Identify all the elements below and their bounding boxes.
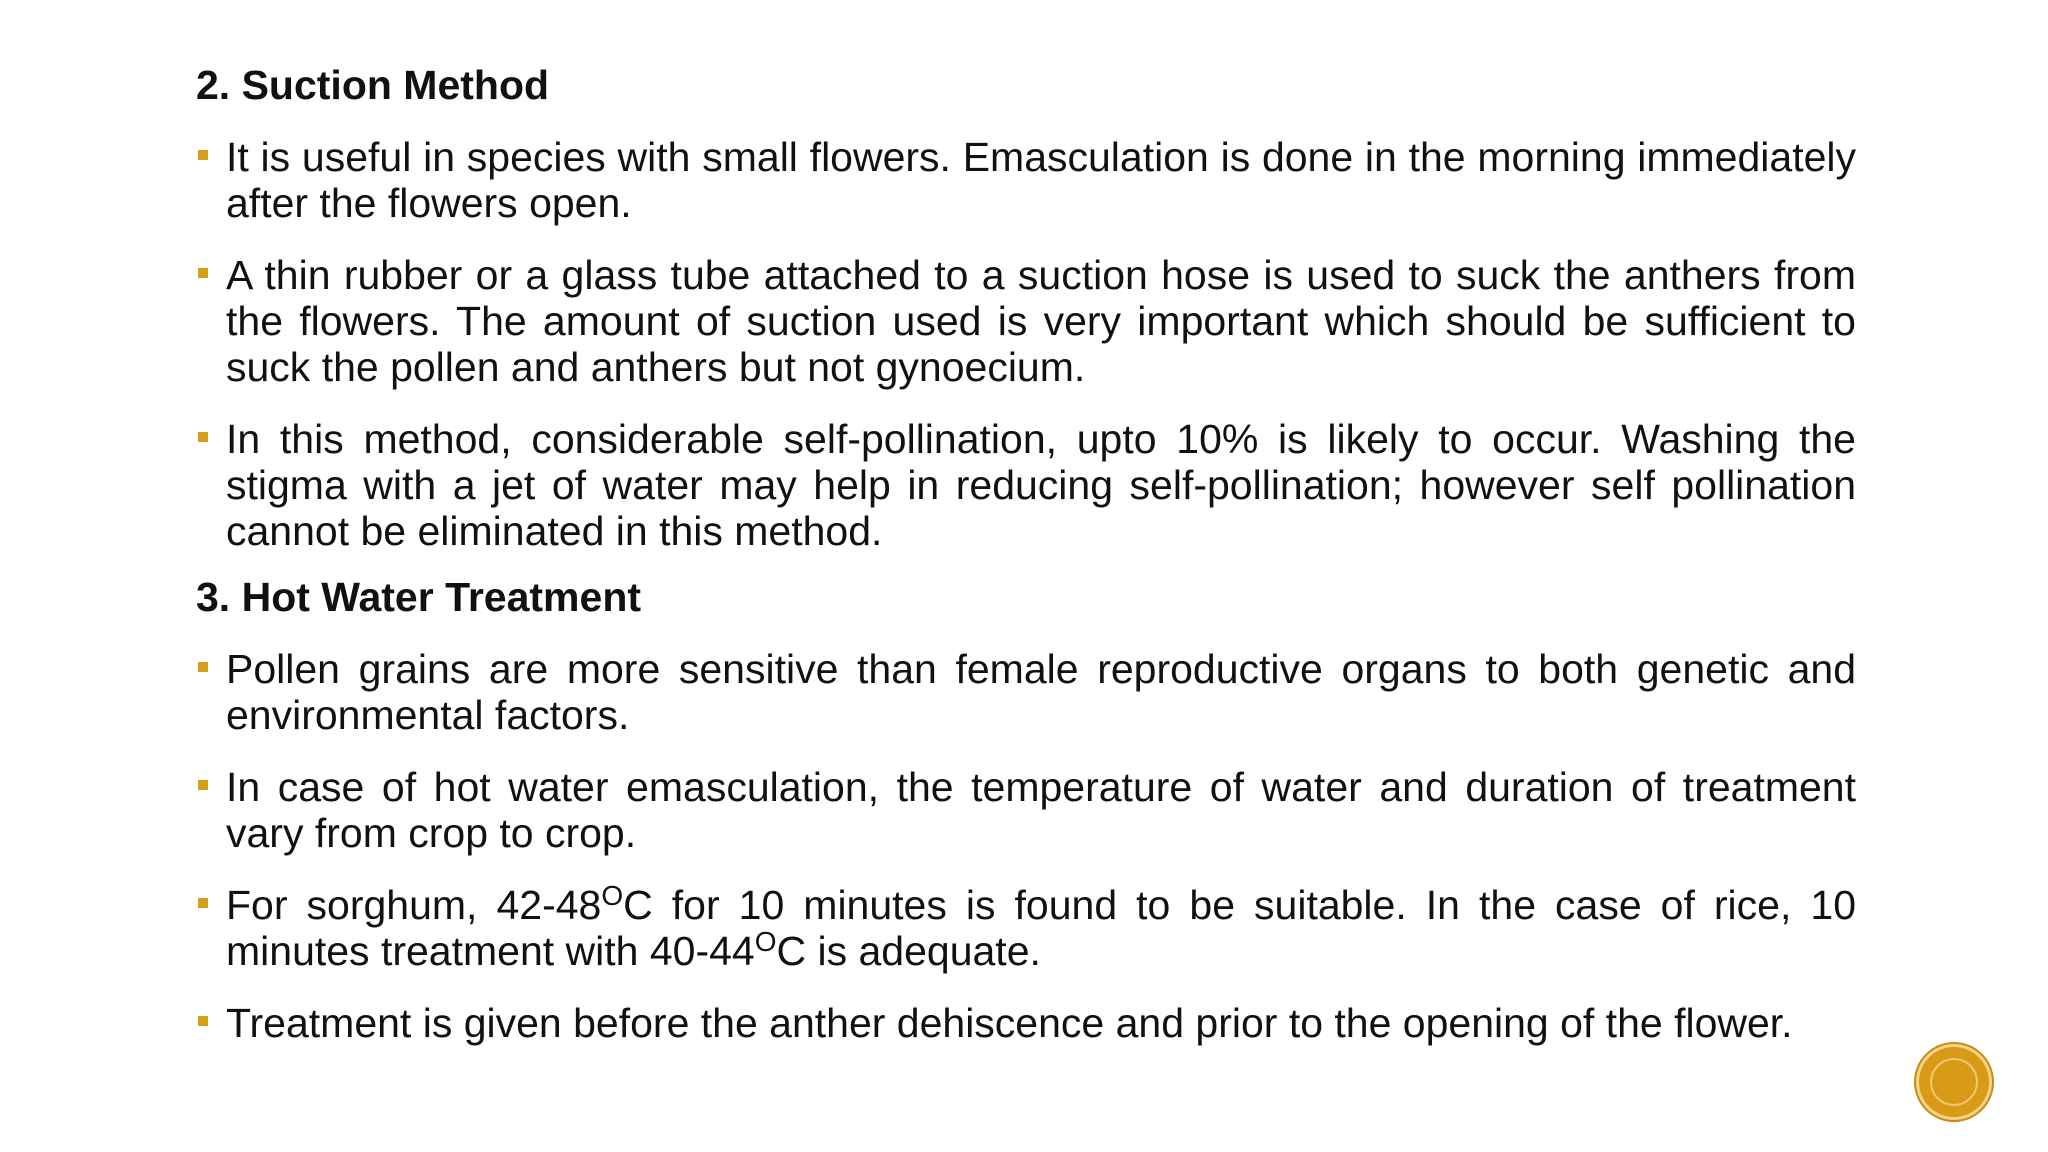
list-item-text: In this method, considerable self-pollination, upto 10% is likely to occur. Washing the stigma with a jet of water may help in reducing self-pollination; however self pollination cannot be eliminated in this method. xyxy=(226,416,1856,554)
bullet-marker-icon xyxy=(198,780,208,790)
list-item xyxy=(196,764,1856,856)
list-item-text: Treatment is given before the anther dehiscence and prior to the opening of the flower. xyxy=(226,1000,1793,1046)
bullet-marker-icon xyxy=(198,432,208,442)
list-item-text-part: For sorghum, 42-48 xyxy=(226,882,602,928)
list-item-text-part: C for 10 minutes is found to be suitable. In the case of rice, 10 minutes treatment with 40-44 xyxy=(226,882,1856,974)
bullet-marker-icon xyxy=(198,268,208,278)
degree-superscript: O xyxy=(754,926,777,957)
list-item-text: Pollen grains are more sensitive than female reproductive organs to both genetic and environmental factors. xyxy=(226,646,1856,738)
list-item xyxy=(196,416,1856,554)
suction-method-list xyxy=(196,134,1856,554)
logo-badge-icon xyxy=(1916,1044,1992,1120)
list-item-text: A thin rubber or a glass tube attached to a suction hose is used to suck the anthers from the flowers. The amount of suction used is very important which should be sufficient to suck the pollen and anthers but not gynoecium. xyxy=(226,252,1856,390)
bullet-marker-icon xyxy=(198,1016,208,1026)
bullet-marker-icon xyxy=(198,898,208,908)
list-item xyxy=(196,252,1856,390)
list-item xyxy=(196,134,1856,226)
slide-content xyxy=(196,62,1856,1046)
list-item xyxy=(196,882,1856,974)
list-item xyxy=(196,1000,1856,1046)
logo-badge-inner-ring xyxy=(1930,1058,1978,1106)
list-item xyxy=(196,646,1856,738)
bullet-marker-icon xyxy=(198,662,208,672)
bullet-marker-icon xyxy=(198,150,208,160)
section-heading-hot-water-treatment: 3. Hot Water Treatment xyxy=(196,574,642,620)
section-heading-suction-method: 2. Suction Method xyxy=(196,62,550,108)
hot-water-treatment-list xyxy=(196,646,1856,1046)
degree-superscript: O xyxy=(601,880,624,911)
list-item-text: It is useful in species with small flowers. Emasculation is done in the morning immediately after the flowers open. xyxy=(226,134,1856,226)
list-item-text: In case of hot water emasculation, the temperature of water and duration of treatment vary from crop to crop. xyxy=(226,764,1856,856)
list-item-text-part: C is adequate. xyxy=(776,928,1041,974)
